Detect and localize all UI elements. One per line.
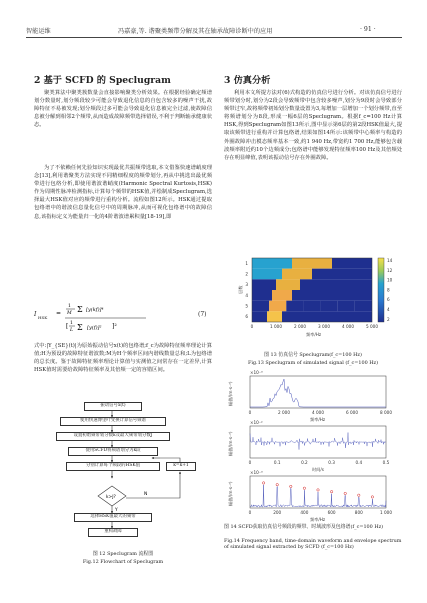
- speclugram-cell: [252, 279, 276, 290]
- header-rule: [26, 37, 402, 38]
- fig14-panel-b: [227, 420, 390, 473]
- panel-a-xlabel: 频率/Hz: [310, 417, 326, 422]
- speclugram-cell: [324, 279, 348, 290]
- speclugram-y-ticks: [245, 261, 248, 319]
- speclugram-cell: [300, 279, 324, 290]
- panel-a-ylabel: 幅值/(m·s⁻²): [228, 381, 233, 406]
- formula-number: (7): [198, 311, 207, 318]
- panel-b-ylabel: 幅值/(m·s⁻²): [228, 431, 233, 456]
- svg-text:=: =: [56, 310, 62, 317]
- fig14-caption-cn: 图 14 SCFD获取仿真信号频段的频带、时域波形及包络谱(f_c=100 Hz): [224, 524, 384, 530]
- speclugram-y-tick: 2: [245, 271, 248, 277]
- pc-x-label: 800: [354, 510, 363, 515]
- fault-harmonic-marker: [330, 491, 332, 493]
- colorbar-ticks: [387, 258, 393, 322]
- colorbar-tick: 12: [387, 267, 393, 273]
- flowchart-step-6: 选择HSK值最大的频带: [74, 513, 152, 522]
- speclugram-cell: [297, 311, 312, 322]
- flowchart-yes-label: Y: [115, 508, 118, 513]
- colorbar-tick: 6: [387, 297, 390, 303]
- formula-subscript: HSK: [38, 315, 48, 320]
- fig14-panels: [222, 372, 412, 522]
- fault-harmonic-marker: [317, 489, 319, 491]
- flowchart-increment: k=k+1: [166, 462, 196, 471]
- speclugram-figure: [222, 250, 412, 350]
- panel-a-x-ticks: [249, 410, 393, 415]
- speclugram-cell: [348, 279, 372, 290]
- speclugram-x-tick: 5 000: [366, 324, 378, 329]
- section-2-heading: 2 基于 SCFD 的 Speclugram: [34, 75, 171, 86]
- svg-text:[y(f)]²: [y(f)]²: [87, 325, 102, 331]
- speclugram-y-tick: 5: [245, 303, 248, 309]
- pa-x-label: 4 000: [312, 410, 324, 415]
- panel-c-ylabel: 幅值/(m·s⁻²): [228, 481, 233, 506]
- speclugram-x-tick: 4 000: [342, 324, 354, 329]
- speclugram-cell: [342, 269, 372, 280]
- speclugram-x-ticks: [251, 324, 379, 329]
- speclugram-cell: [342, 311, 357, 322]
- speclugram-cell: [269, 301, 286, 312]
- flowchart-step-4: 使用SCFD将频谱划分为k段: [68, 447, 158, 456]
- pa-x-label: 8 000: [380, 410, 392, 415]
- pc-x-label: 200: [273, 510, 282, 515]
- speclugram-cell: [276, 279, 300, 290]
- panel-b-x-ticks: [249, 460, 390, 465]
- fault-harmonic-marker: [371, 496, 373, 498]
- svg-text:[: [: [66, 323, 69, 330]
- colorbar-tick: 8: [387, 287, 390, 293]
- speclugram-cell: [252, 290, 272, 301]
- speclugram-xlabel: 频率/Hz: [306, 332, 322, 337]
- svg-text:M: M: [67, 311, 72, 316]
- panel-c-scale: ×10⁻³: [250, 470, 263, 475]
- svg-text:L: L: [70, 328, 74, 333]
- flowchart-step-3: 设置初始频带划分数k及最大频带划分数J: [56, 432, 170, 441]
- envelope-spectrum-trace: [250, 485, 386, 507]
- speclugram-grid: [252, 258, 372, 322]
- flowchart-step-7: 重构故障: [88, 528, 138, 537]
- panel-a-scale: ×10⁻³: [250, 370, 263, 375]
- pa-x-label: 0: [248, 410, 252, 415]
- flowchart-step-5: 分别计算每个频段的HSK值: [66, 462, 160, 471]
- svg-text:1: 1: [68, 304, 71, 309]
- pc-x-label: 600: [327, 510, 336, 515]
- speclugram-cell: [292, 258, 332, 269]
- fault-harmonic-marker: [303, 487, 305, 489]
- pb-x-label: 0.2: [301, 460, 308, 465]
- fig14-panel-a: [227, 370, 392, 423]
- pb-x-label: 0: [248, 460, 252, 465]
- pa-x-label: 2 000: [278, 410, 290, 415]
- speclugram-y-tick: 3: [245, 282, 248, 288]
- fig13-caption-cn: 图 13 仿真信号 Speclugram(f_c=100 Hz): [264, 352, 362, 358]
- pb-x-label: 0.5: [382, 460, 390, 465]
- pc-x-label: 0: [248, 510, 252, 515]
- pb-x-label: 0.1: [273, 460, 281, 465]
- speclugram-cell: [252, 258, 292, 269]
- speclugram-cell: [303, 301, 320, 312]
- speclugram-cell: [267, 311, 282, 322]
- speclugram-cell: [355, 301, 372, 312]
- fault-harmonic-marker: [344, 492, 346, 494]
- speclugram-cell: [282, 269, 312, 280]
- formula-expression: [56, 298, 206, 340]
- fault-harmonic-marker: [276, 484, 278, 486]
- svg-text:[y(kf)]⁴: [y(kf)]⁴: [86, 307, 104, 313]
- speclugram-cell: [357, 311, 372, 322]
- panel-b-xlabel: 时间/s: [312, 467, 324, 472]
- flowchart: [40, 400, 210, 546]
- speclugram-x-tick: 1 000: [270, 324, 282, 329]
- speclugram-y-tick: 4: [245, 292, 248, 298]
- svg-text:1: 1: [70, 321, 73, 326]
- speclugram-x-tick: 2 000: [294, 324, 306, 329]
- pc-x-label: 1 000: [380, 510, 392, 515]
- speclugram-cell: [332, 258, 372, 269]
- fault-harmonic-marker: [262, 482, 264, 484]
- section-3-heading: 3 仿真分析: [224, 75, 271, 86]
- speclugram-cell: [312, 290, 332, 301]
- fault-harmonic-marker: [290, 485, 292, 487]
- journal-name: 智能运维: [26, 28, 51, 35]
- frequency-band-trace: [250, 379, 386, 407]
- flowchart-decision: k>J?: [106, 495, 116, 500]
- fig13-caption-en: Fig.13 Speclugram of simulated signal (f_c=100 Hz): [247, 360, 379, 366]
- colorbar-tick: 2: [387, 316, 390, 322]
- fig14-panel-c: [227, 470, 392, 523]
- pb-x-label: 0.3: [328, 460, 335, 465]
- colorbar-tick: 14: [387, 258, 393, 263]
- speclugram-cell: [312, 311, 327, 322]
- section-2-paragraph-2: 为了不依赖任何先验知识实现最优共振频带选取,本文借鉴快速谱峭度理念[13],利用谐聚类方法实现不同精细程度的频带划分,再从中挑选出最优频带进行包络分析,即使用谐波谐峭度(Harmonic Spectral Kurtosis,HSK)作为周期性脉冲检测指标,计算每个频带的HSK值,并绘制成Speclugram,选择最大HSK值对应的频带进行重构分析。流程如图12所示。HSK通过提取包络谱中的谐波信息量化信号中的周期脉冲,从而可视化包络谱中的故障信息,该指标定义为能量归一化的4阶谐波谱累积量[18-19],即: [34, 165, 212, 220]
- speclugram-cell: [312, 269, 342, 280]
- speclugram-cell: [332, 290, 352, 301]
- speclugram-y-tick: 6: [245, 314, 248, 320]
- time-waveform-trace: [250, 433, 386, 450]
- running-title: 冯嘉豪,等. 谐聚类频带分解及其在轴承故障诊断中的应用: [118, 28, 273, 35]
- speclugram-y-tick: 1: [245, 260, 248, 266]
- speclugram-x-tick: 3 000: [318, 324, 330, 329]
- speclugram-cell: [252, 301, 269, 312]
- flowchart-step-2: 使用快速傅里叶变换计算信号频谱: [60, 417, 166, 426]
- speclugram-cell: [252, 269, 282, 280]
- pa-x-label: 6 000: [346, 410, 358, 415]
- panel-c-x-ticks: [249, 510, 393, 515]
- speclugram-cell: [252, 311, 267, 322]
- section-2-paragraph-3: 式中:|Y_{SE}(t)|为原始振动信号x(t)的包络谱;f_c为故障特征频率理论计算值;H为预设的故障特征谐波数;M为H个频率区间内谐线数量总和;L为包络谱的总长度。鉴于故障特征频率理论计算值与实测值之间常存在一定差异,计算HSK值时需要给故障特征频率及其倍频一定的容错区间。: [34, 343, 212, 374]
- speclugram-colorbar: [378, 258, 384, 322]
- speclugram-cell: [292, 290, 312, 301]
- fault-harmonic-marker: [358, 494, 360, 496]
- flowchart-step-1: 振动信号x(t): [84, 402, 142, 411]
- svg-text:Σ: Σ: [77, 305, 83, 314]
- speclugram-cell: [321, 301, 338, 312]
- colorbar-tick: 10: [387, 277, 393, 283]
- fig12-caption-en: Fig.12 Flowchart of Speclugram: [82, 559, 164, 565]
- speclugram-cell: [282, 311, 297, 322]
- fig14-caption-en: Fig.14 Frequency band, time-domain waveform and envelope spectrum of simulated signal extracted by SCFD (f_c=100 Hz): [224, 538, 402, 551]
- colorbar-tick: 4: [387, 307, 390, 312]
- fig12-caption-cn: 图 12 Speclugram 流程图: [92, 551, 154, 557]
- speclugram-cell: [327, 311, 342, 322]
- page-number: · 91 ·: [360, 26, 376, 33]
- formula-symbol: I: [34, 311, 37, 318]
- svg-text:Σ: Σ: [77, 323, 83, 332]
- speclugram-cell: [286, 301, 303, 312]
- pb-x-label: 0.4: [355, 460, 363, 465]
- speclugram-x-tick: 0: [250, 324, 254, 329]
- hsk-formula: [34, 298, 212, 340]
- panel-c-xlabel: 频率/Hz: [310, 517, 326, 522]
- pc-x-label: 400: [300, 510, 309, 515]
- speclugram-cell: [272, 290, 292, 301]
- svg-text:]²: ]²: [112, 323, 117, 330]
- speclugram-cell: [338, 301, 355, 312]
- speclugram-cell: [352, 290, 372, 301]
- speclugram-ylabel: 层数: [238, 285, 243, 294]
- panel-b-scale: ×10⁻²: [250, 420, 263, 425]
- section-2-paragraph-1: 聚类算法中聚类簇数量会直接影响聚类分析效果。在根据经验确定频谱划分数量时,划分频段较少可能会导致退化信息的自包含较多的噪声干扰,故障特征不易被发现;划分频段过多可能会导致退化信息被完全过滤,使故障信息被分解到相邻2个频带,从而造成故障频带选择错误,不利于判断轴承健康状态。: [34, 90, 212, 129]
- flowchart-no-label: N: [144, 492, 148, 497]
- section-3-paragraph: 利用本文所提方法对(6)式构造的仿真信号进行分析。对该仿真信号进行频带划分时,划分为2段会导致频带中包含较多噪声,划分为9段时会导致部分频带过窄,故将频带初始划分数量设置为3,每增加一层增加一个划分频带,直至将频谱划分为8段,形成一幅6层的Speclugram。根据f_c=100 Hz计算HSK,得到Speclugram如图13所示,图中显示第6层的第2段HSK值最大,提取该频带进行重构并计算包络谱,结果如图14所示:该频带中心频率与构造的外圈故障冲击模态频率基本一致,约1 940 Hz,带宽约1 700 Hz,能够包含载波频率附近约10个边频成分;包络谱中能够发现特征频率100 Hz及其倍频处存在明显峰值,表明该振动信号存在外圈故障。: [224, 90, 402, 161]
